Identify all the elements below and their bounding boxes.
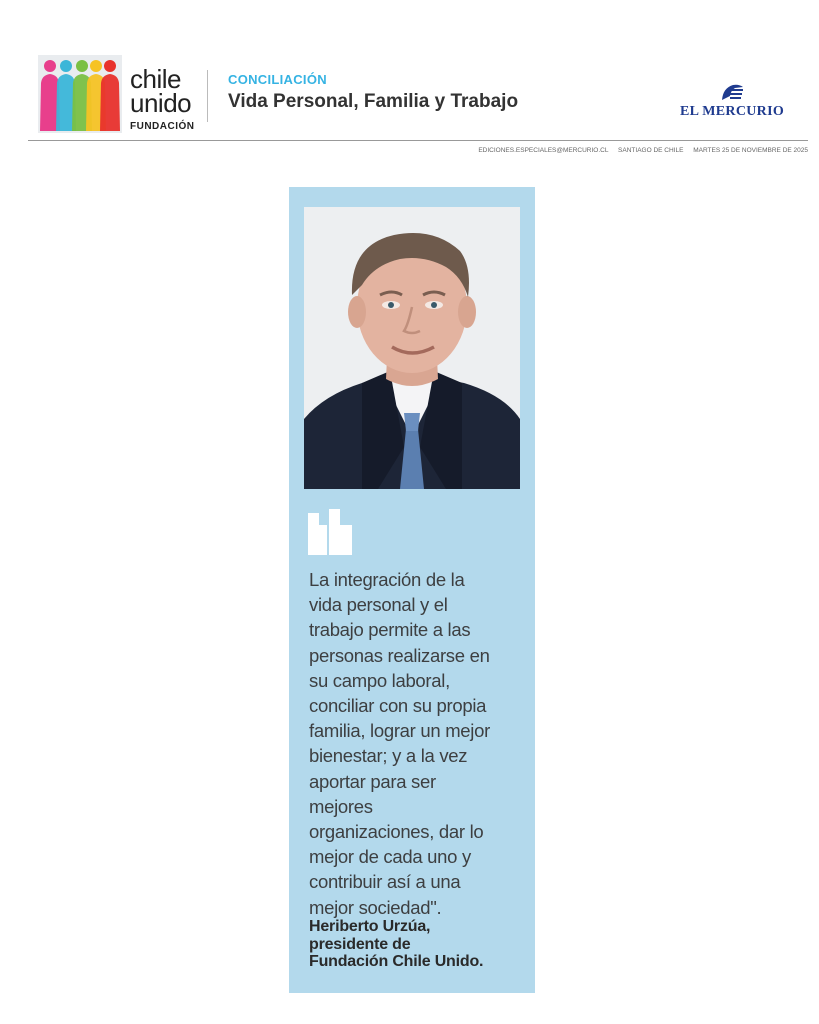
- publisher-name: EL MERCURIO: [679, 104, 785, 119]
- quote-text: La integración de la vida personal y el trabajo permite a las personas realizarse en su campo laboral, conciliar con su propia familia, lograr un mejor bienestar; y a la vez aportar para ser mejores organizaciones, dar lo mejor de cada uno y contribuir así a una mejor sociedad".: [309, 569, 490, 918]
- logo-word-fundacion: FUNDACIÓN: [130, 121, 195, 132]
- logo-word-chile: chile: [130, 64, 181, 94]
- portrait-illustration: [304, 207, 520, 489]
- meta-email: EDICIONES.ESPECIALES@MERCURIO.CL: [478, 147, 609, 154]
- quote-mark-icon: [308, 509, 354, 555]
- quote-attribution: Heriberto Urzúa, presidente de Fundación Chile Unido.: [309, 918, 484, 970]
- chile-unido-logo: [38, 55, 208, 135]
- mercurio-emblem-icon: [673, 82, 793, 104]
- section-kicker: CONCILIACIÓN: [228, 72, 327, 87]
- logo-figures-icon: [38, 55, 122, 133]
- header-rule: [28, 140, 808, 141]
- logo-word-unido: unido: [130, 88, 192, 118]
- page-header: [0, 0, 819, 172]
- edition-meta: [470, 147, 808, 154]
- el-mercurio-logo: [673, 82, 793, 122]
- section-title: Vida Personal, Familia y Trabajo: [228, 91, 519, 112]
- header-divider: [207, 70, 208, 122]
- meta-date: MARTES 25 DE NOVIEMBRE DE 2025: [693, 147, 808, 154]
- portrait-photo: [304, 207, 520, 489]
- meta-city: SANTIAGO DE CHILE: [618, 147, 684, 154]
- quote-card: [289, 187, 535, 993]
